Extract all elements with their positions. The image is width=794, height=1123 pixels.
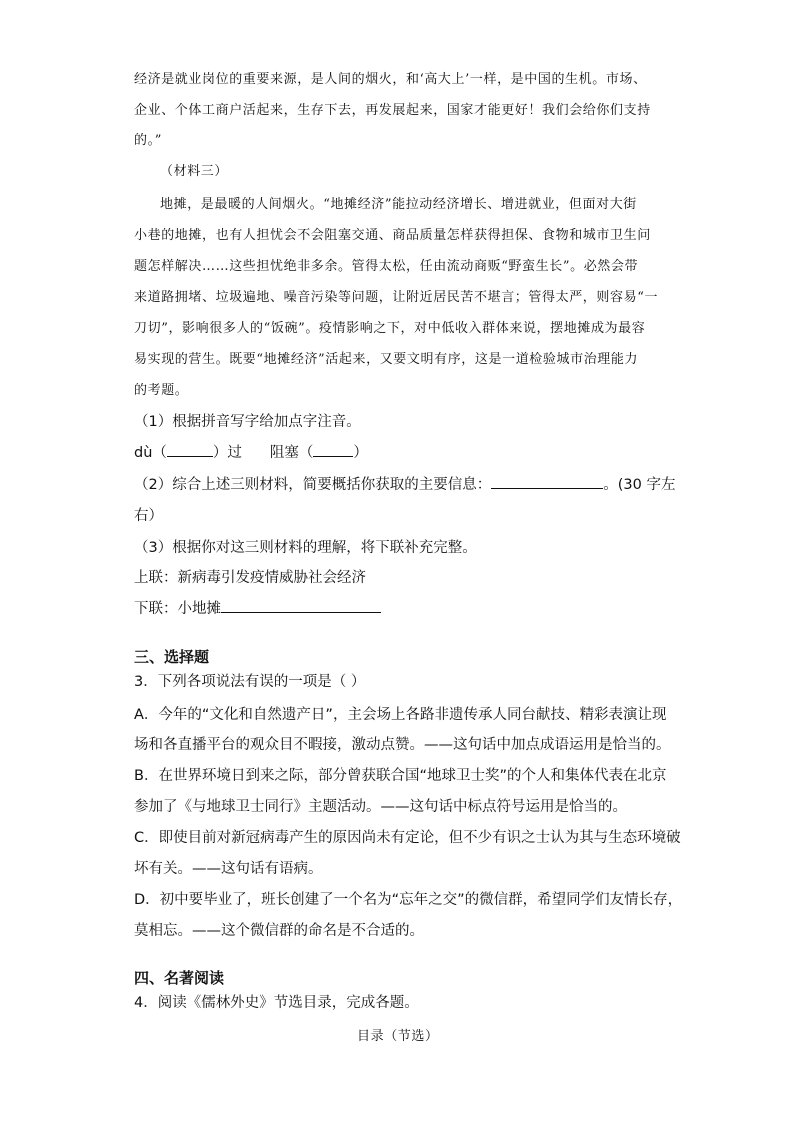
option-a-line-2: 场和各直播平台的观众目不暇接，激动点赞。——这句话中加点成语运用是恰当的。 (134, 737, 671, 753)
option-c-line-1: C．即使目前对新冠病毒产生的原因尚未有定论，但不少有识之士认为其与生态环境破 (134, 830, 681, 846)
word2-suffix: ） (353, 445, 368, 461)
material3-label: （材料三） (160, 164, 229, 179)
q2-sub2-text: （2）综合上述三则材料，简要概括你获取的主要信息： (134, 477, 492, 493)
material3-line-3: 题怎样解决……这些担忧绝非多余。管得太松，任由流动商贩“野蛮生长”。必然会带 (134, 259, 639, 274)
pinyin-mid: ）过 (212, 445, 242, 461)
couplet-lower: 下联：小地摊 (134, 601, 221, 617)
q2-sub2-blank[interactable] (491, 487, 603, 489)
pinyin-blank-1[interactable] (167, 455, 213, 457)
q2-sub2-cont: 右） (134, 508, 163, 524)
material2-line-2: 企业、个体工商户活起来，生存下去，再发展起来，国家才能更好！我们会给你们支持 (134, 103, 651, 118)
q3-question: 3．下列各项说法有误的一项是（ ） (134, 674, 366, 690)
material2-line-1: 经济是就业岗位的重要来源，是人间的烟火，和‘高大上’一样，是中国的生机。市场、 (134, 72, 647, 87)
section4-title: 四、名著阅读 (134, 969, 225, 987)
q2-sub1: （1）根据拼音写字给加点字注音。 (134, 414, 361, 430)
q2-sub2 (134, 473, 675, 494)
option-d-line-2: 莫相忘。——这个微信群的命名是不合适的。 (134, 923, 424, 939)
toc-title: 目录（节选） (357, 1029, 439, 1044)
option-b-line-1: B．在世界环境日到来之际，部分曾获联合国“地球卫士奖”的个人和集体代表在北京 (134, 768, 667, 784)
couplet-upper: 上联：新病毒引发疫情威胁社会经济 (134, 570, 366, 586)
material3-line-2: 小巷的地摊，也有人担忧会不会阻塞交通、商品质量怎样获得担保、食物和城市卫生问 (134, 228, 651, 243)
couplet-lower-blank[interactable] (221, 611, 381, 613)
q2-sub3: （3）根据你对这三则材料的理解，将下联补充完整。 (134, 540, 477, 556)
section3-title: 三、选择题 (134, 648, 210, 666)
pinyin-prefix: dù（ (134, 445, 167, 461)
option-a-line-1: A．今年的“文化和自然遗产日”，主会场上各路非遗传承人同台献技、精彩表演让现 (134, 707, 667, 723)
material2-line-3: 的。” (134, 133, 162, 148)
couplet-lower-row (134, 597, 381, 618)
q4-question: 4．阅读《儒林外史》节选目录，完成各题。 (134, 995, 419, 1011)
option-b-line-2: 参加了《与地球卫士同行》主题活动。——这句话中标点符号运用是恰当的。 (134, 799, 627, 815)
option-c-line-2: 坏有关。——这句话有语病。 (134, 861, 323, 877)
material3-line-5: 刀切”，影响很多人的“饭碗”。疫情影响之下，对中低收入群体来说，摆地摊成为最容 (134, 321, 646, 336)
material3-line-4: 来道路拥堵、垃圾遍地、噪音污染等问题，让附近居民苦不堪言；管得太严，则容易“一 (134, 290, 659, 305)
material3-line-7: 的考题。 (134, 383, 189, 398)
word2-prefix: 阻塞（ (269, 445, 314, 461)
q2-sub2-tail: 。(30 字左 (603, 477, 676, 493)
material3-line-6: 易实现的营生。既要“地摊经济”活起来，又要文明有序，这是一道检验城市治理能力 (134, 352, 639, 367)
pinyin-blank-2[interactable] (313, 455, 353, 457)
q2-pinyin-row (134, 441, 368, 462)
option-d-line-1: D．初中要毕业了，班长创建了一个名为“忘年之交”的微信群，希望同学们友情长存， (134, 892, 683, 908)
material3-line-1: 地摊，是最暖的人间烟火。“地摊经济”能拉动经济增长、增进就业，但面对大街 (160, 197, 637, 212)
